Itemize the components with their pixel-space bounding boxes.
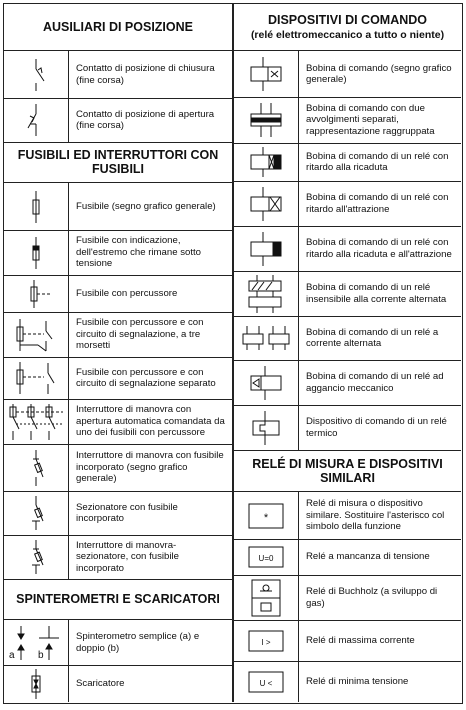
symbol-cell <box>4 665 69 702</box>
description: Bobina di comando di un relé insensibile alla corrente alternata <box>306 282 447 305</box>
section-title: DISPOSITIVI DI COMANDO <box>267 12 428 27</box>
overcurrent-relay-symbol: I > <box>261 637 271 647</box>
description: Relé di Buchholz (a sviluppo di gas) <box>306 586 438 609</box>
fuse-striker-three-terminal-icon <box>8 315 64 355</box>
undervoltage-relay-icon <box>243 542 289 572</box>
disconnector-with-fuse-icon <box>16 493 56 533</box>
symbol-cell <box>234 492 299 539</box>
relay-coil-delayed-release-icon <box>243 145 289 179</box>
fuse-energized-end-icon <box>16 233 56 273</box>
description: Bobina di comando di un relé con ritardo all'attrazione <box>306 192 449 215</box>
table-row <box>234 492 461 540</box>
section-header-fusibili <box>4 142 232 183</box>
buchholz-relay-icon <box>243 577 289 619</box>
description: Fusibile (segno grafico generale) <box>76 200 216 212</box>
symbol-cell <box>4 535 69 579</box>
description: Relé di misura o dispositivo similare. Sostituire l'asterisco col simbolo della funzione <box>306 498 445 533</box>
table-row <box>4 183 232 231</box>
symbol-cell <box>234 51 299 97</box>
surge-arrester-icon <box>16 667 56 701</box>
description: Interruttore di manovra con apertura automatica comandata da uno dei fusibili con percussore <box>76 404 225 439</box>
description: Bobina di comando di un relé a corrente alternata <box>306 326 439 349</box>
overcurrent-relay-icon <box>243 626 289 656</box>
description: Interruttore di manovra-sezionatore, con fusibile incorporato <box>76 539 179 574</box>
description: Bobina di comando con due avvolgimenti separati, rappresentazione raggruppata <box>306 102 435 137</box>
spark-gap-label-b: b <box>38 649 44 661</box>
fuse-icon <box>16 187 56 227</box>
table-row <box>234 271 461 317</box>
table-row <box>234 539 461 576</box>
description: Fusibile con percussore <box>76 287 178 299</box>
symbol-cell <box>234 405 299 450</box>
description: Scaricatore <box>76 677 125 689</box>
symbol-cell <box>4 620 69 665</box>
symbol-sheet <box>3 3 463 704</box>
position-contact-closing-icon <box>16 55 56 95</box>
symbol-cell <box>4 399 69 444</box>
spark-gap-icon <box>5 622 67 664</box>
symbol-cell <box>4 230 69 275</box>
table-row <box>4 665 232 702</box>
relay-coil-ac-icon <box>239 318 293 358</box>
relay-coil-icon <box>243 54 289 94</box>
measuring-relay-symbol: * <box>263 511 269 524</box>
minimum-voltage-relay-icon <box>243 667 289 697</box>
table-row <box>234 316 461 361</box>
description: Bobina di comando di un relé ad aggancio meccanico <box>306 371 444 394</box>
symbol-cell <box>4 183 69 230</box>
section-header-spinterometri <box>4 579 232 620</box>
table-row <box>4 51 232 99</box>
position-contact-opening-icon <box>16 100 56 140</box>
description: Interruttore di manovra con fusibile incorporato (segno grafico generale) <box>76 450 224 485</box>
description: Relé di massima corrente <box>306 634 415 646</box>
symbol-cell <box>234 620 299 661</box>
table-row <box>234 181 461 227</box>
symbol-cell <box>234 360 299 405</box>
symbol-cell <box>234 97 299 143</box>
relay-coil-ac-insensitive-icon <box>243 273 289 315</box>
symbol-cell <box>234 143 299 181</box>
section-title: AUSILIARI DI POSIZIONE <box>42 20 193 34</box>
table-row <box>4 491 232 536</box>
right-column <box>234 4 461 702</box>
relay-coil-mechanical-latch-icon <box>243 363 289 403</box>
undervoltage-relay-symbol: U=0 <box>258 554 274 563</box>
table-row <box>4 275 232 313</box>
description: Contatto di posizione di chiusura (fine corsa) <box>76 63 215 86</box>
table-row <box>4 230 232 276</box>
table-row <box>234 97 461 144</box>
description: Relé di minima tensione <box>306 675 409 687</box>
table-row <box>234 143 461 182</box>
description: Sezionatore con fusibile incorporato <box>76 501 178 524</box>
description: Fusibile con percussore e con circuito di segnalazione, a tre morsetti <box>76 317 204 352</box>
section-header-dispositivi <box>234 4 461 51</box>
fuse-striker-separate-circuit-icon <box>8 359 64 397</box>
table-row <box>4 357 232 400</box>
symbol-cell <box>4 312 69 357</box>
description: Contatto di posizione di apertura (fine corsa) <box>76 108 215 131</box>
minimum-voltage-relay-symbol: U < <box>259 678 273 688</box>
description: Dispositivo di comando di un relé termico <box>306 416 447 439</box>
table-row <box>234 575 461 621</box>
symbol-cell <box>4 357 69 399</box>
switch-disconnector-with-fuse-icon <box>16 537 56 577</box>
symbol-cell <box>4 444 69 491</box>
symbol-cell <box>234 316 299 360</box>
symbol-cell <box>234 181 299 226</box>
symbol-cell <box>234 661 299 702</box>
fuse-striker-icon <box>16 277 56 311</box>
symbol-cell <box>4 98 69 142</box>
section-subtitle: (relé elettromeccanico a tutto o niente) <box>250 28 445 41</box>
table-row <box>234 360 461 406</box>
section-title: FUSIBILI ED INTERRUTTORI CON FUSIBILI <box>17 148 219 176</box>
symbol-cell <box>4 491 69 535</box>
description: Bobina di comando di un relé con ritardo alla ricaduta <box>306 150 449 173</box>
section-header-ausiliari <box>4 4 232 51</box>
symbol-cell <box>4 51 69 98</box>
switch-with-fuse-icon <box>16 447 56 489</box>
symbol-cell <box>234 226 299 271</box>
table-row <box>4 535 232 580</box>
relay-coil-delayed-both-icon <box>243 229 289 269</box>
symbol-cell <box>234 271 299 316</box>
section-header-rele-misura <box>234 450 461 492</box>
description: Bobina di comando di un relé con ritardo alla ricaduta e all'attrazione <box>306 237 452 260</box>
table-row <box>234 405 461 451</box>
symbol-cell <box>234 575 299 620</box>
table-row <box>234 661 461 702</box>
table-row <box>4 312 232 358</box>
switch-automatic-opening-fuses-icon <box>5 401 67 443</box>
measuring-relay-icon <box>243 498 289 534</box>
section-title: SPINTEROMETRI E SCARICATORI <box>16 592 220 606</box>
left-column <box>4 4 234 702</box>
description: Relé a mancanza di tensione <box>306 551 430 563</box>
table-row <box>4 98 232 143</box>
relay-coil-delayed-operate-icon <box>243 184 289 224</box>
table-row <box>234 620 461 662</box>
table-row <box>234 226 461 272</box>
symbol-cell <box>234 539 299 575</box>
table-row <box>4 444 232 492</box>
description: Fusibile con indicazione, dell'estremo che rimane sotto tensione <box>76 235 202 270</box>
description: Fusibile con percussore e con circuito di segnalazione separato <box>76 366 216 389</box>
thermal-relay-icon <box>243 408 289 448</box>
description: Spinterometro semplice (a) e doppio (b) <box>76 631 200 654</box>
relay-coil-two-windings-icon <box>243 100 289 140</box>
table-row <box>4 620 232 666</box>
section-title: RELÉ DI MISURA E DISPOSITIVI SIMILARI <box>252 456 443 485</box>
description: Bobina di comando (segno grafico generale) <box>306 62 452 85</box>
table-row <box>234 51 461 98</box>
table-row <box>4 399 232 445</box>
spark-gap-label-a: a <box>9 649 15 661</box>
symbol-cell <box>4 275 69 312</box>
